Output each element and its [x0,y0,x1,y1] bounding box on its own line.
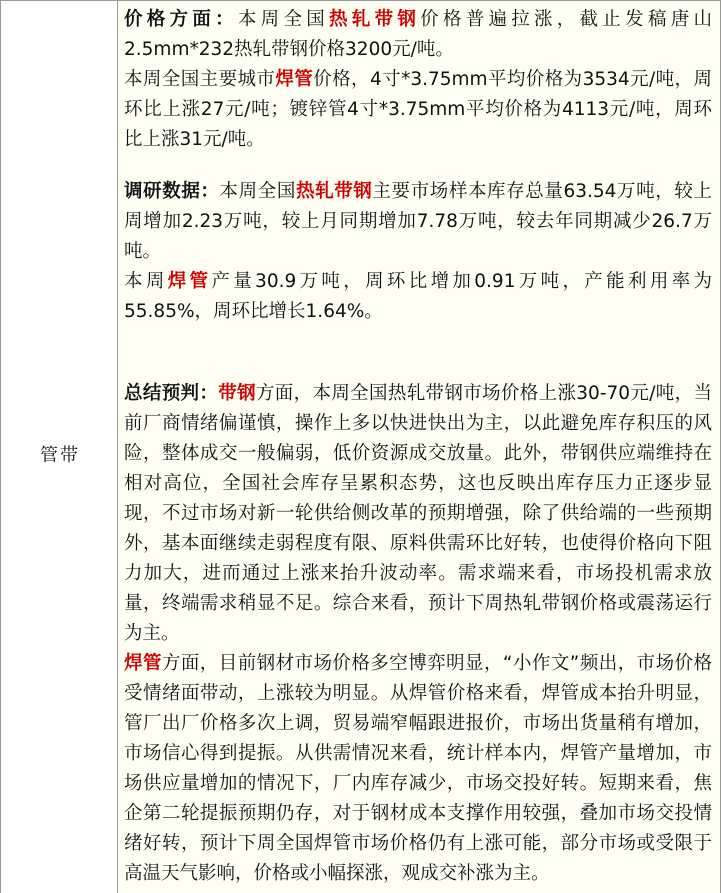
price-section [124,5,712,155]
price-text-1: 本周全国 [237,9,330,30]
price-text-4: 价格，4寸*3.75mm平均价格为3534元/吨，周环比上涨27元/吨；镀锌管4寸*3.75mm平均价格为4113元/吨，周环比上涨31元/吨。 [124,69,712,150]
keyword-hot-rolled-strip: 热轧带钢 [329,9,421,30]
summary-section [124,379,712,889]
keyword-welded-pipe: 焊管 [275,69,314,90]
row-label: 管带 [40,445,80,466]
summary-text-2: 方面，目前钢材市场价格多空博弈明显，“小作文”频出，市场价格受情绪面带动，上涨较为明显。从焊管价格来看，焊管成本抬升明显，管厂出厂价格多次上调，贸易端窄幅跟进报价，市场出货量稍有增加，市场信心得到提振。从供需情况来看，统计样本内，焊管产量增加，市场供应量增加的情况下，厂内库存减少，市场交投好转。短期来看，焦企第二轮提振预期仍存，对于钢材成本支撑作用较强，叠加市场交投情绪好转，预计下周全国焊管市场价格仍有上涨可能，部分市场或受限于高温天气影响，价格或小幅探涨，观成交补涨为主。 [124,653,712,884]
summary-heading: 总结预判： [124,383,219,404]
content-cell [118,1,721,893]
survey-paragraph-1 [124,177,712,267]
survey-text-2: 主要市场样本库存总量63.54万吨，较上周增加2.23万吨，较上月同期增加7.78万吨，较去年同期减少26.7万吨。 [124,181,712,262]
price-heading: 价格方面： [124,9,238,30]
survey-text-4: 产量30.9万吨，周环比增加0.91万吨，产能利用率为55.85%，周环比增长1.64%。 [124,271,712,322]
summary-paragraph-1 [124,379,712,649]
survey-paragraph-2 [124,267,712,327]
price-paragraph-1 [124,5,712,65]
price-paragraph-2 [124,65,712,155]
price-text-3: 本周全国主要城市 [124,69,276,90]
summary-paragraph-2 [124,649,712,889]
keyword-welded-pipe: 焊管 [124,653,162,674]
keyword-welded-pipe: 焊管 [167,271,212,292]
price-text-2: 价格普遍拉涨，截止发稿唐山2.5mm*232热轧带钢价格3200元/吨。 [124,9,712,60]
keyword-strip-steel: 带钢 [218,383,256,404]
survey-section [124,177,712,327]
survey-heading: 调研数据： [124,181,220,202]
keyword-hot-rolled-strip: 热轧带钢 [295,181,373,202]
survey-text-3: 本周 [124,271,168,292]
summary-text-1: 方面，本周全国热轧带钢市场价格上涨30-70元/吨，当前厂商情绪偏谨慎，操作上多以快进快出为主，以此避免库存积压的风险，整体成交一般偏弱，低价资源成交放量。此外，带钢供应端维持在相对高位，全国社会库存呈累积态势，这也反映出库存压力正逐步显现，不过市场对新一轮供给侧改革的预期增强，除了供给端的一些预期外，基本面继续走弱程度有限、原料供需环比好转，也使得价格向下阻力加大，进而通过上涨来抬升波动率。需求端来看，市场投机需求放量，终端需求稍显不足。综合来看，预计下周热轧带钢价格或震荡运行为主。 [124,383,712,644]
row-label-cell [0,1,118,893]
survey-text-1: 本周全国 [219,181,296,202]
